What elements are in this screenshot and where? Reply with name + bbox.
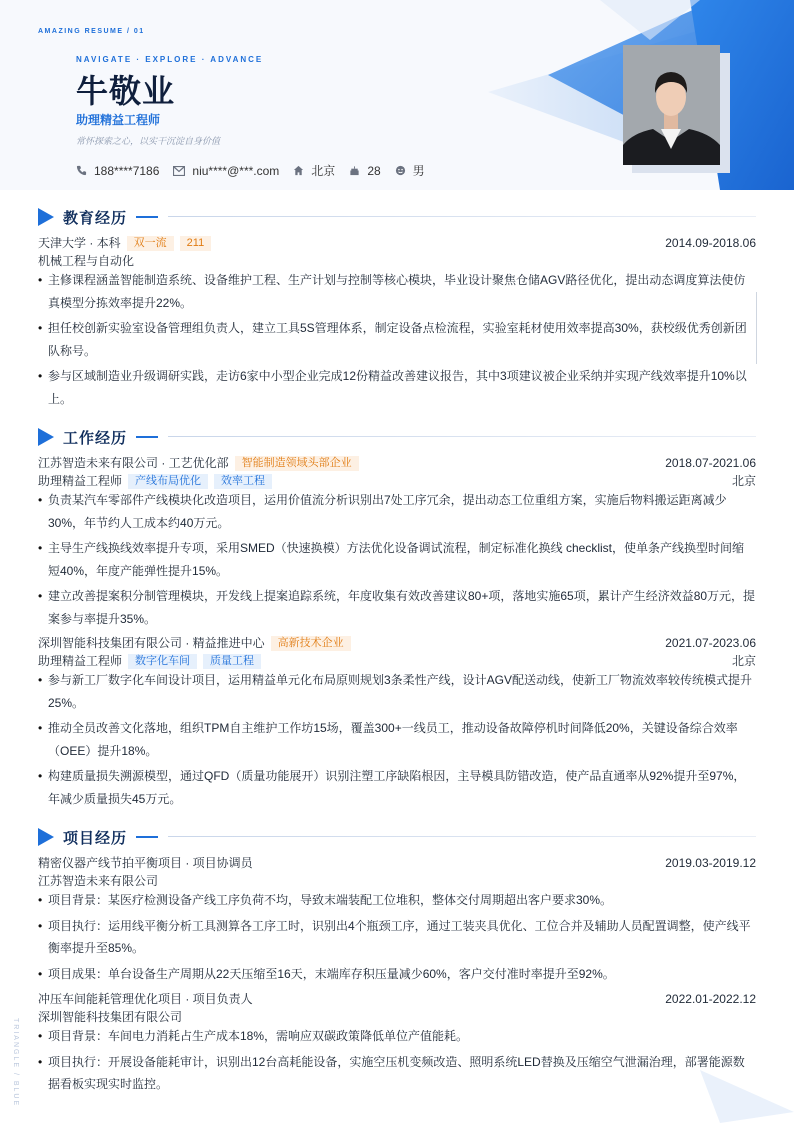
list-item: • 项目背景：某医疗检测设备产线工序负荷不均，导致末端装配工位堆积，整体交付周期超出客户要求30%。	[38, 889, 756, 912]
job-period: 2018.07-2021.06	[665, 456, 756, 470]
resume-eyebrow: AMAZING RESUME / 01	[38, 28, 145, 35]
list-item: • 项目成果：单台设备生产周期从22天压缩至16天，末端库存积压量减少60%，客户交付准时率提升至92%。	[38, 963, 756, 986]
project-header	[38, 855, 756, 871]
gender-icon	[395, 165, 406, 176]
project-period: 2022.01-2022.12	[665, 992, 756, 1006]
project-company: 江苏智造未来有限公司	[38, 874, 159, 888]
projects-section-header	[38, 827, 756, 847]
education-major-row	[38, 253, 756, 269]
list-item: • 主修课程涵盖智能制造系统、设备维护工程、生产计划与控制等核心模块，毕业设计聚焦仓储AGV路径优化，提出动态调度算法使仿真模型分拣效率提升22%。	[38, 269, 756, 314]
project-company: 深圳智能科技集团有限公司	[38, 1010, 183, 1024]
list-item: • 参与区域制造业升级调研实践，走访6家中小型企业完成12份精益改善建议报告，其中3项建议被企业采纳并实现产线效率提升10%以上。	[38, 365, 756, 410]
contact-location-text: 北京	[311, 164, 336, 178]
contact-phone	[76, 162, 159, 179]
work-section-header	[38, 427, 756, 447]
list-item: • 项目背景：车间电力消耗占生产成本18%，需响应双碳政策降低单位产值能耗。	[38, 1025, 756, 1048]
list-item: • 担任校创新实验室设备管理组负责人，建立工具5S管理体系，制定设备点检流程，实验室耗材使用效率提高30%，获校级优秀创新团队称号。	[38, 317, 756, 362]
company-tag: 高新技术企业	[271, 636, 351, 651]
contact-list	[76, 162, 425, 179]
list-item: • 主导生产线换线效率提升专项，采用SMED（快速换模）方法优化设备调试流程，制定标准化换线 checklist，使单条产线换型时间缩短40%，年度产能弹性提升15%。	[38, 537, 756, 582]
contact-phone-text: 188****7186	[94, 163, 160, 178]
company-tag: 智能制造领域头部企业	[235, 456, 359, 471]
section-divider	[168, 216, 756, 217]
job-company: 江苏智造未来有限公司 · 工艺优化部	[38, 456, 229, 470]
list-item: • 推动全员改善文化落地，组织TPM自主维护工作坊15场，覆盖300+一线员工，推动设备故障停机时间降低20%，关键设备综合效率（OEE）提升18%。	[38, 717, 756, 762]
resume-header	[0, 0, 794, 190]
project-bullets	[38, 1025, 756, 1099]
skill-tag: 效率工程	[214, 474, 272, 489]
education-tag: 211	[180, 236, 212, 251]
project-company-row	[38, 873, 756, 889]
education-entry-header	[38, 235, 756, 251]
job-company: 深圳智能科技集团有限公司 · 精益推进中心	[38, 636, 265, 650]
job-bullets	[38, 489, 756, 633]
job-period: 2021.07-2023.06	[665, 636, 756, 650]
section-marker-icon	[38, 428, 54, 446]
list-item: • 项目执行：开展设备能耗审计，识别出12台高耗能设备，实施空压机变频改造、照明系统LED替换及压缩空气泄漏治理，部署能源数据看板实现实时监控。	[38, 1051, 756, 1096]
job-header	[38, 635, 756, 651]
phone-icon	[76, 165, 87, 176]
project-company-row	[38, 1009, 756, 1025]
project-name: 冲压车间能耗管理优化项目 · 项目负责人	[38, 992, 253, 1006]
project-bullets	[38, 889, 756, 988]
list-item: • 构建质量损失溯源模型，通过QFD（质量功能展开）识别注塑工序缺陷根因，主导模具防错改造，使产品直通率从92%提升至97%，年减少质量损失45万元。	[38, 765, 756, 810]
candidate-name: 牛敬业	[76, 73, 176, 109]
education-school: 天津大学 · 本科	[38, 236, 121, 250]
job-header	[38, 455, 756, 471]
side-watermark-text: TRIANGLE / BLUE	[12, 1018, 19, 1108]
mail-icon	[173, 166, 185, 176]
contact-email-text: niu****@***.com	[192, 163, 280, 178]
education-section-header	[38, 207, 756, 227]
job-location: 北京	[731, 474, 756, 488]
education-period: 2014.09-2018.06	[665, 236, 756, 250]
contact-age-text: 28	[367, 163, 381, 178]
list-item: • 建立改善提案积分制管理模块，开发线上提案追踪系统，年度收集有效改善建议80+项，落地实施65项，累计产生经济效益80万元，提案参与率提升35%。	[38, 585, 756, 630]
cake-icon	[349, 165, 360, 176]
section-divider	[168, 436, 756, 437]
contact-gender	[395, 162, 425, 179]
section-accent-dash	[136, 436, 158, 438]
job-subheader	[38, 473, 756, 489]
job-location: 北京	[731, 654, 756, 668]
scrollbar[interactable]	[756, 292, 757, 364]
list-item: • 项目执行：运用线平衡分析工具测算各工序工时，识别出4个瓶颈工序，通过工装夹具优化、工位合并及辅助人员配置调整，使产线平衡率提升至85%。	[38, 915, 756, 960]
contact-email	[173, 162, 279, 179]
section-divider	[168, 836, 756, 837]
candidate-motto: 常怀探索之心，以实干沉淀自身价值	[76, 136, 221, 146]
contact-age	[349, 162, 380, 179]
list-item: • 负责某汽车零部件产线模块化改造项目，运用价值流分析识别出7处工序冗余，提出动态工位重组方案，实施后物料搬运距离减少30%，年节约人工成本约40万元。	[38, 489, 756, 534]
education-section-title: 教育经历	[63, 210, 128, 227]
projects-section-title: 项目经历	[63, 830, 128, 847]
education-bullets	[38, 269, 756, 413]
contact-gender-text: 男	[412, 164, 425, 178]
job-position: 助理精益工程师	[38, 654, 123, 668]
candidate-role: 助理精益工程师	[76, 113, 161, 127]
section-accent-dash	[136, 836, 158, 838]
work-section-title: 工作经历	[63, 430, 128, 447]
project-name: 精密仪器产线节拍平衡项目 · 项目协调员	[38, 856, 253, 870]
education-major: 机械工程与自动化	[38, 254, 135, 268]
project-header	[38, 991, 756, 1007]
corner-triangle-decoration	[700, 1070, 794, 1123]
skill-tag: 质量工程	[203, 654, 261, 669]
home-icon	[293, 165, 304, 176]
job-position: 助理精益工程师	[38, 474, 123, 488]
job-subheader	[38, 653, 756, 669]
contact-location	[293, 162, 335, 179]
skill-tag: 产线布局优化	[128, 474, 208, 489]
person-portrait-icon	[623, 45, 720, 165]
project-period: 2019.03-2019.12	[665, 856, 756, 870]
section-marker-icon	[38, 828, 54, 846]
education-tag: 双一流	[127, 236, 174, 251]
list-item: • 参与新工厂数字化车间设计项目，运用精益单元化布局原则规划3条柔性产线，设计AGV配送动线，使新工厂物流效率较传统模式提升25%。	[38, 669, 756, 714]
section-marker-icon	[38, 208, 54, 226]
skill-tag: 数字化车间	[128, 654, 197, 669]
section-accent-dash	[136, 216, 158, 218]
header-tagline: NAVIGATE · EXPLORE · ADVANCE	[76, 55, 264, 64]
profile-photo	[623, 45, 720, 165]
job-bullets	[38, 669, 756, 813]
